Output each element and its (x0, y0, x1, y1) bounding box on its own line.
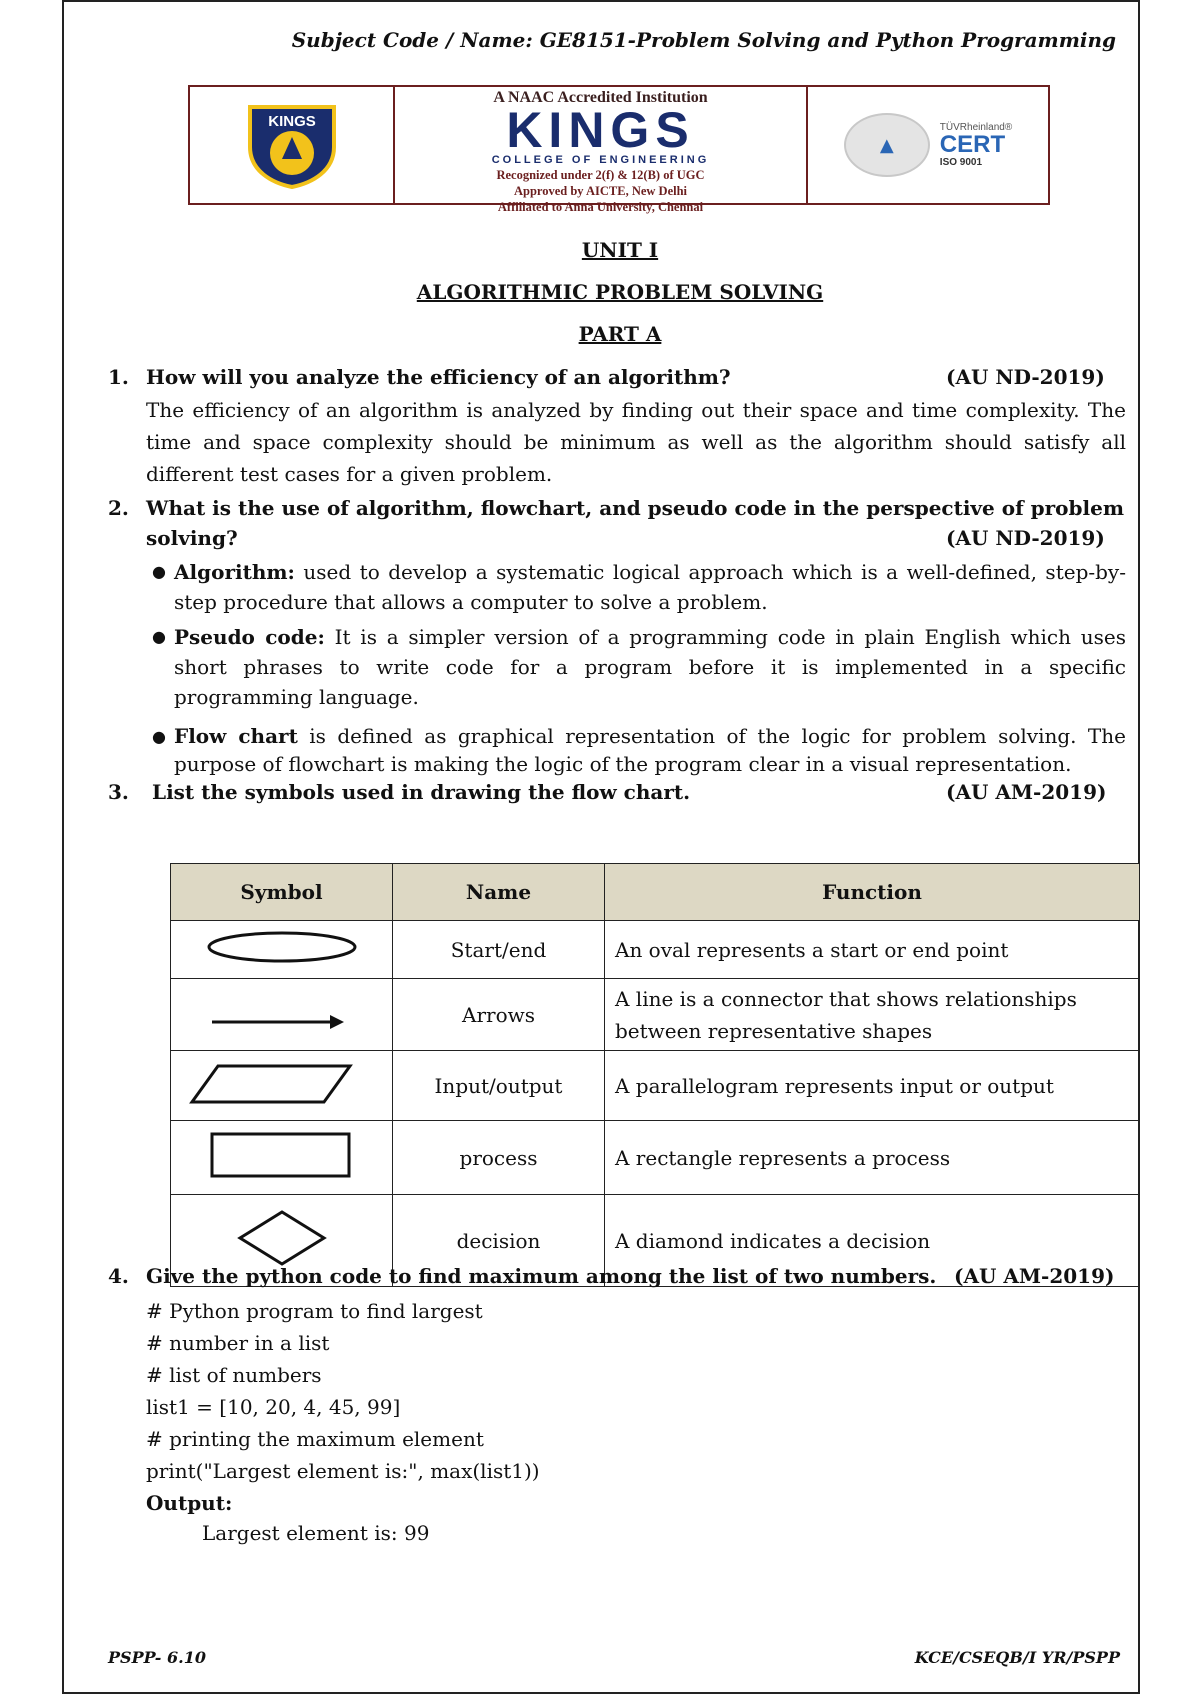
affiliated-line: Affiliated to Anna University, Chennai (497, 200, 704, 214)
table-row (171, 1121, 1140, 1195)
subject-header: Subject Code / Name: GE8151-Problem Solving and Python Programming (291, 28, 1116, 52)
q1-answer: The efficiency of an algorithm is analyzed by finding out their space and time complexity. The time and space complexity should be minimum as well as the algorithm should satisfy all different test cases for a given problem. (146, 398, 1126, 486)
flowchart-symbol-table (170, 863, 1140, 1287)
q4-question: Give the python code to find maximum among the list of two numbers. (146, 1264, 937, 1288)
footer-page-number: PSPP- 6.10 (108, 1648, 206, 1667)
q2-question-line1: What is the use of algorithm, flowchart, and pseudo code in the perspective of problem (146, 496, 1124, 520)
bullet-flowchart (174, 722, 1126, 778)
table-header-row (171, 864, 1140, 921)
symbol-cell (171, 1051, 393, 1121)
symbol-name: Arrows (393, 979, 605, 1051)
q1-tag: (AU ND-2019) (946, 365, 1105, 389)
output-label: Output: (146, 1491, 233, 1515)
bullet-text: is defined as graphical representation of the logic for problem solving. The purpose of flowchart is making the logic of the program clear in a visual representation. (174, 724, 1126, 776)
logo-text: KINGS (267, 113, 316, 130)
bullet-text: It is a simpler version of a programming code in plain English which uses short phrases to write code for a program before it is implemented in a specific programming language. (174, 625, 1126, 709)
symbol-name: decision (393, 1195, 605, 1287)
bullet-dot: ● (152, 627, 166, 646)
q3-question: List the symbols used in drawing the flow chart. (152, 780, 691, 804)
table-header: Function (605, 864, 1140, 921)
symbol-cell (171, 979, 393, 1051)
parallelogram-symbol-icon (172, 1052, 391, 1114)
arrow-symbol-icon (172, 980, 391, 1044)
table-header: Symbol (171, 864, 393, 921)
unit-title: UNIT I (581, 238, 659, 262)
recognized-line: Recognized under 2(f) & 12(B) of UGC (496, 168, 705, 182)
q3-number: 3. (108, 780, 129, 804)
certification-seal-icon: ▲ (844, 113, 930, 177)
symbol-cell (171, 1121, 393, 1195)
table-row (171, 921, 1140, 979)
symbol-name: Input/output (393, 1051, 605, 1121)
code-line: print("Largest element is:", max(list1)) (146, 1459, 540, 1483)
cert-title: CERT (939, 131, 1006, 158)
code-line: # printing the maximum element (146, 1427, 484, 1451)
bullet-term: Algorithm: (174, 560, 295, 584)
certification-text (940, 122, 1012, 168)
college-name-cell (395, 87, 808, 214)
q4-number: 4. (108, 1264, 129, 1288)
q2-tag: (AU ND-2019) (946, 526, 1105, 550)
table-row (171, 979, 1140, 1051)
code-line: # Python program to find largest (146, 1299, 483, 1323)
topic-title: ALGORITHMIC PROBLEM SOLVING (416, 280, 824, 304)
code-line: list1 = [10, 20, 4, 45, 99] (146, 1395, 401, 1419)
symbol-function: A rectangle represents a process (605, 1121, 1140, 1195)
symbol-function: A line is a connector that shows relationships between representative shapes (605, 979, 1140, 1051)
symbol-function: An oval represents a start or end point (605, 921, 1140, 979)
q2-question-line2: solving? (146, 526, 238, 550)
table-header: Name (393, 864, 605, 921)
table-row (171, 1051, 1140, 1121)
q1-question: How will you analyze the efficiency of an algorithm? (146, 365, 731, 389)
certification-cell (808, 87, 1048, 203)
cert-brand: TÜVRheinland® (939, 122, 1013, 133)
q2-number: 2. (108, 496, 129, 520)
part-title: PART A (578, 322, 662, 346)
symbol-function: A parallelogram represents input or output (605, 1051, 1140, 1121)
bullet-term: Flow chart (174, 724, 298, 748)
q1-number: 1. (108, 365, 129, 389)
bullet-dot: ● (152, 727, 166, 746)
bullet-text: used to develop a systematic logical approach which is a well-defined, step-by-step procedure that allows a computer to solve a problem. (174, 560, 1126, 614)
rectangle-symbol-icon (172, 1122, 391, 1188)
code-line: # number in a list (146, 1331, 330, 1355)
bullet-algorithm (174, 557, 1126, 617)
bullet-pseudocode (174, 622, 1126, 712)
approved-line: Approved by AICTE, New Delhi (513, 184, 688, 198)
symbol-cell (171, 921, 393, 979)
college-logo-cell (190, 87, 395, 203)
college-name: KINGS (506, 102, 695, 158)
footer-doc-code: KCE/CSEQB/I YR/PSPP (914, 1648, 1120, 1667)
kings-shield-logo (240, 101, 344, 189)
symbol-function: A diamond indicates a decision (605, 1195, 1140, 1287)
q3-tag: (AU AM-2019) (946, 780, 1107, 804)
code-line: # list of numbers (146, 1363, 322, 1387)
symbol-name: process (393, 1121, 605, 1195)
symbol-name: Start/end (393, 921, 605, 979)
naac-label: A NAAC Accredited Institution (493, 89, 708, 106)
cert-iso: ISO 9001 (939, 157, 983, 168)
oval-symbol-icon (172, 922, 391, 972)
bullet-dot: ● (152, 562, 166, 581)
output-value: Largest element is: 99 (202, 1521, 430, 1545)
q4-tag: (AU AM-2019) (954, 1264, 1115, 1288)
college-banner (188, 85, 1050, 214)
bullet-term: Pseudo code: (174, 625, 325, 649)
college-subtitle: COLLEGE OF ENGINEERING (491, 154, 710, 166)
